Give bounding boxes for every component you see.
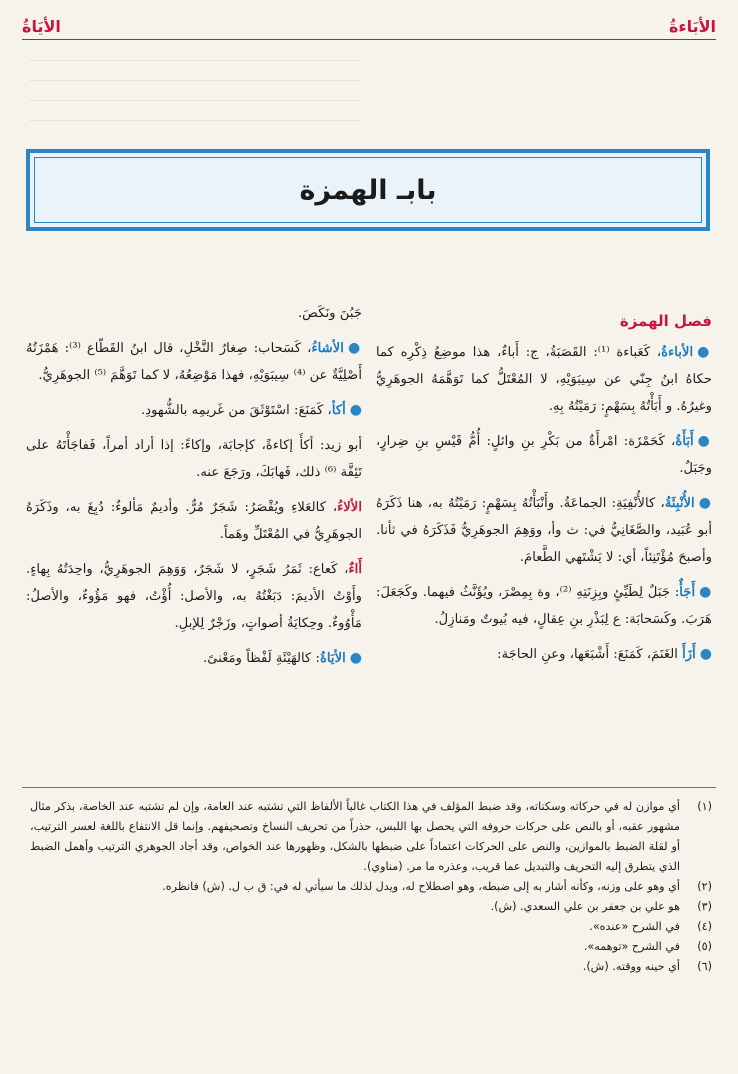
entry xyxy=(376,490,712,571)
entry-text: الغَنَمَ، كَمَنَعَ: أَشْبَعَها، وعنِ الحاجَة: xyxy=(497,647,683,662)
entry-headword: الأباءةُ xyxy=(661,345,694,360)
footnote xyxy=(30,797,712,877)
chapter-banner xyxy=(26,149,710,231)
bullet-icon: ● xyxy=(349,402,362,418)
chapter-banner-frame xyxy=(34,157,702,223)
footnote-number: (١) xyxy=(697,800,712,813)
entry xyxy=(376,428,712,482)
entry-headword: أَزَأَ xyxy=(682,647,696,662)
entry xyxy=(26,645,362,672)
entry-text: أبو زيد: أكأَ إكاءةً، كإجابَة، وإكاءً: إذا أراد أمراً، فَفاجَأْتَهُ على تَئِفَّة ⁽⁶⁾ ذلك، فَهابَكَ، ورَجَعَ عنه. xyxy=(26,438,362,480)
entry xyxy=(26,494,362,548)
bullet-icon: ● xyxy=(347,340,362,356)
footnote xyxy=(30,917,712,937)
footnote xyxy=(30,897,712,917)
entry xyxy=(376,641,712,668)
entry xyxy=(376,339,712,420)
footnote-text: أي حينه ووقته. (ش). xyxy=(582,960,680,973)
bleed-through-texture xyxy=(30,50,360,145)
right-column xyxy=(376,308,712,670)
entry-text: جَبُنَ ونَكَصَ. xyxy=(297,306,362,321)
footnote-text: أي موازن له في حركاته وسكناته، وقد ضبط المؤلف في هذا الكتاب غالباً الألفاظ التي تشتبه عند العامة، وإن لم تشتبه عند الخاصة، بذكر مثال مشهور عقبه، أو بالنص على حركات حروفه التي يحصل بها اللبس، حذراً من تحريف النساخ وتصحيفهم. وإنما قل الانتفاع باللغة لعسر الترتيب، أو لقلة الضبط بالموازين، والنص على الحركات اعتماداً على ضبطها بالشكل، وظهورها عند الخواص، وقد أجاد الجوهري الترتيب وأهمل الضبط الذي يتطرق إليه التحريف والتبديل عما قريب، وعذره ما مر. (مناوي). xyxy=(30,800,680,873)
bullet-icon: ● xyxy=(697,433,712,449)
entry-text: ، كالأُنْفِيَةِ: الجماعَةُ. وأَنْبَأْتُهُ بِسَهْمٍ: رَمَيْتُهُ به، هنا ذَكَرَهُ أبو عُبَيد، والصَّغَانِيُّ في: ث وأ، ووَهِمَ الجوهَرِيُّ فَذَكَرَهُ في ثأنا. وأصبحَ مُؤْتَنِئاً، أي: لا يَشْتَهي الطَّعامَ. xyxy=(376,496,712,565)
footnote xyxy=(30,877,712,897)
entry xyxy=(26,335,362,389)
footnotes xyxy=(30,797,712,977)
entry-text: ، كَعاع: ثَمَرُ شَجَرٍ، لا شَجَرٌ، وَوَهِمَ الجوهَرِيُّ، واحِدَتُهُ بِهاءٍ. وأَوْتُ الأديمَ: دَبَغْتُهُ به، والأصل: أُؤْتُ، فهو مَؤُوءٌ، والأصلُ: مَأْوُوءٌ. وحِكايَةُ أصواتٍ، وزَجْرٌ لِلإبلِ. xyxy=(26,562,362,631)
footnote-text: في الشرح «توهمه». xyxy=(583,940,680,953)
entry-headword: أكأ xyxy=(331,403,346,418)
entry-continuation xyxy=(26,300,362,327)
entry-headword: الأيَاةُ xyxy=(319,651,346,666)
bullet-icon: ● xyxy=(699,584,713,600)
entry xyxy=(376,579,712,633)
footnote-number: (٢) xyxy=(697,880,712,893)
entry-headword: أَاءٌ xyxy=(348,562,362,577)
entry-paragraph xyxy=(26,432,362,486)
bullet-icon: ● xyxy=(697,344,712,360)
running-head-left: الأيَاةُ xyxy=(22,17,61,36)
entry-text: ، كَمَنَعَ: اسْتَوْثَقَ من غَريمِه بالشُّهودِ. xyxy=(141,403,332,418)
entry-text: ، كَسَحاب: صِغارُ النَّخْلِ، قال ابنُ القَطّاع ⁽³⁾: هَمْزَتُهُ أَصْلِيَّةٌ عن ⁽⁴⁾ سِيبَوَيْهِ، فهذا مَوْضِعُهُ، لا كما تَوَهَّمَ ⁽⁵⁾ الجوهَرِيُّ. xyxy=(26,341,362,383)
entry-text: ، كَحَمْزَة: امْرأَةٌ من بَكْرِ بنِ وائلٍ: أُمُّ قَيْسِ بنِ ضِرارٍ، وجَبَلٌ. xyxy=(376,434,712,476)
footnote-text: هو علي بن جعفر بن علي السعدي. (ش). xyxy=(490,900,680,913)
running-head-right: الأبَاءةُ xyxy=(668,17,716,36)
section-title: فصل الهمزة xyxy=(619,312,712,330)
footnote xyxy=(30,937,712,957)
footnote-number: (٦) xyxy=(697,960,712,973)
entry-text: : كالهَيْئَةِ لَفْظاً ومَعْنىً. xyxy=(203,651,320,666)
footnote-text: أي وهو على وزنه، وكأنه أشار به إلى ضبطه، وهو اصطلاح له، ويدل لذلك ما سيأتي له في: ق ب ل. (ش) فانظره. xyxy=(162,880,680,893)
entry-headword: الأشاءُ xyxy=(311,341,344,356)
entry xyxy=(26,556,362,637)
entry-text: ، كالعَلاءِ ويُقْصَرُ: شَجَرٌ مُرٌّ. وأديمٌ مَألوءٌ: دُبِغَ به، وذَكَرَهُ الجوهَرِيُّ في المُعْتَلِّ وهَماً. xyxy=(26,500,362,542)
left-column xyxy=(26,300,362,674)
entry-headword: أَجَأٌ xyxy=(679,585,696,600)
bullet-icon: ● xyxy=(699,646,712,662)
entry-text: : جَبَلٌ لِطَيِّئٍ وبِزِنَتِهِ ⁽²⁾، وة بِمِصْرَ، ويُؤَنَّثُ فيهما. وكَجَعَلَ: هَرَبَ. وكَسَحابَة: ع لِبَذْرِ بنِ عِقالٍ، فيه بُيوتٌ ومَنازِلُ. xyxy=(376,585,712,627)
entry xyxy=(26,397,362,424)
bullet-icon: ● xyxy=(349,650,362,666)
footnote-text: في الشرح «عنده». xyxy=(589,920,680,933)
footnote xyxy=(30,957,712,977)
running-head xyxy=(22,14,716,40)
entry-headword: الألاءُ xyxy=(337,500,362,515)
entry-headword: الأُنْبِئَةُ xyxy=(664,496,695,511)
footnote-number: (٣) xyxy=(697,900,712,913)
footnote-divider xyxy=(22,787,716,788)
footnote-number: (٥) xyxy=(697,940,712,953)
entry-headword: أَبَأَةُ xyxy=(675,434,694,449)
entry-text: ، كَعَباءة ⁽¹⁾: القَصَبَةُ، ج: أَباءٌ، هذا موضِعُ ذِكْرِه كما حكاهُ ابنُ جِنّي عن سِيبَوَيْهِ، لا المُعْتَلُّ كما تَوَهَّمَهُ الجوهَرِيُّ وغيرُهُ. و أَبَأْتُهُ بِسَهْمٍ: رَمَيْتُهُ بِهِ. xyxy=(376,345,712,414)
chapter-title: بابـ الهمزة xyxy=(299,174,437,206)
bullet-icon: ● xyxy=(698,495,712,511)
footnote-number: (٤) xyxy=(697,920,712,933)
